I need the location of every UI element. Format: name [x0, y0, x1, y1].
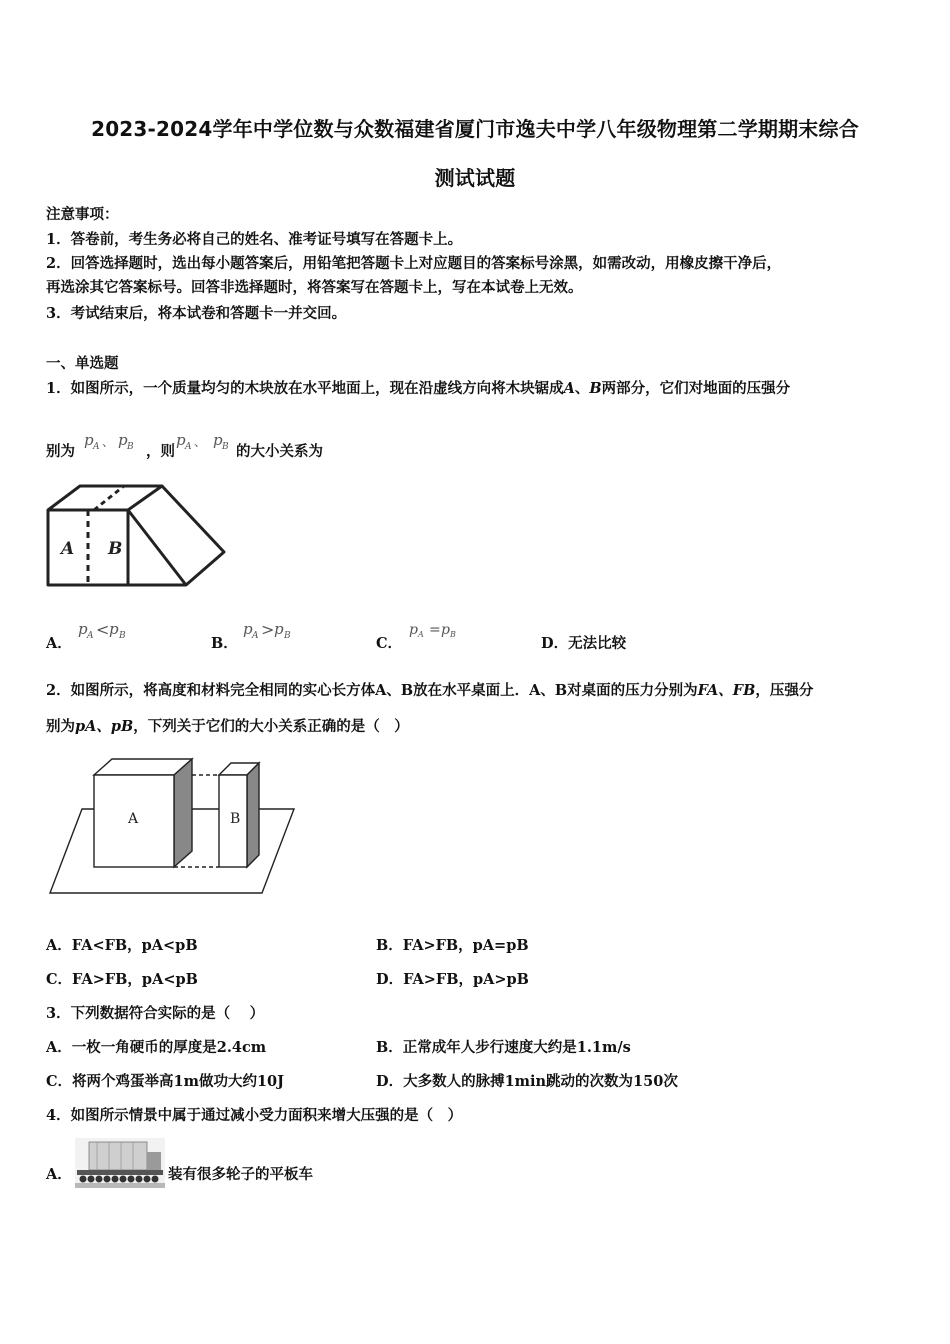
q1-sep: 、 — [574, 380, 590, 397]
svg-text:A: A — [418, 630, 424, 639]
svg-text:>: > — [261, 620, 275, 639]
q4-stem: 4．如图所示情景中属于通过减小受力面积来增大压强的是（ ） — [46, 1107, 463, 1124]
q2-stem-text: 2．如图所示，将高度和材料完全相同的实心长方体A、B放在水平桌面上．A、B对桌面的压力分别为 — [46, 682, 698, 699]
q1-stem-text-end: 两部分，它们对地面的压强分 — [601, 380, 791, 397]
svg-text:p: p — [213, 431, 223, 449]
q2-fig-label-a: A — [128, 811, 139, 827]
q1-option-c-label: C． — [376, 635, 403, 652]
svg-text:p: p — [243, 620, 253, 638]
q1-letter-b: B — [589, 380, 602, 397]
svg-text:p: p — [109, 620, 119, 638]
q1-option-d: D．无法比较 — [541, 635, 627, 652]
flatbed-truck-image — [75, 1138, 165, 1188]
svg-text:B: B — [119, 631, 126, 641]
block-top-face — [48, 486, 162, 510]
truck-cab — [147, 1152, 161, 1170]
q1-option-a-math — [76, 619, 138, 643]
q2-option-c: C．FA>FB，pA<pB — [46, 971, 198, 988]
q2-stem-text2: 别为 — [46, 718, 75, 735]
fig-label-b: B — [108, 539, 123, 559]
q2-blocks-figure — [46, 757, 296, 897]
svg-text:、: 、 — [102, 435, 115, 449]
truck-bed — [77, 1170, 163, 1175]
q4-option-a-text: 装有很多轮子的平板车 — [168, 1166, 313, 1183]
q2-stem-line2 — [46, 715, 409, 736]
notice-item-3: 3．考试结束后，将本试卷和答题卡一并交回。 — [46, 305, 347, 322]
q1-option-b-math — [241, 619, 303, 643]
q1-option-a-label: A． — [46, 635, 72, 652]
svg-text:A: A — [93, 442, 100, 452]
section-heading: 一、单选题 — [46, 355, 119, 372]
q3-option-c: C．将两个鸡蛋举高1m做功大约10J — [46, 1073, 285, 1090]
block-a-side — [174, 759, 192, 867]
page-title-line2: 测试试题 — [434, 166, 516, 190]
q1-option-b-label: B． — [211, 635, 238, 652]
q2-option-b: B．FA>FB，pA=pB — [376, 937, 529, 954]
q2-stem-end: ，压强分 — [755, 682, 814, 699]
block-b-side — [247, 763, 259, 867]
svg-text:p: p — [84, 431, 94, 449]
q1-stem-text2: 别为 — [46, 443, 75, 460]
q1-math-pa-pb — [82, 430, 144, 454]
q1-option-c-math — [407, 619, 469, 643]
q1-stem-line1 — [46, 377, 790, 398]
truck-cargo — [89, 1142, 147, 1170]
svg-text:A: A — [185, 442, 192, 452]
svg-text:p: p — [441, 622, 450, 638]
notice-item-1: 1．答卷前，考生务必将自己的姓名、准考证号填写在答题卡上。 — [46, 231, 463, 248]
svg-text:B: B — [127, 442, 134, 452]
notice-item-2-cont: 再选涂其它答案标号。回答非选择题时，将答案写在答题卡上，写在本试卷上无效。 — [46, 279, 583, 296]
q2-stem-text3: ，下列关于它们的大小关系正确的是（ ） — [133, 718, 409, 735]
svg-text:A: A — [87, 631, 94, 641]
q1-stem-line2 — [46, 440, 75, 461]
svg-text:p: p — [118, 431, 128, 449]
q3-option-a: A．一枚一角硬币的厚度是2.4cm — [46, 1039, 267, 1056]
q1-math-pa-pb-2 — [174, 430, 236, 454]
q2-option-d: D．FA>FB，pA>pB — [376, 971, 529, 988]
q2-fig-label-b: B — [230, 811, 241, 827]
q2-force-vars: FA、FB — [697, 682, 756, 699]
q3-option-d: D．大多数人的脉搏1min跳动的次数为150次 — [376, 1073, 678, 1090]
svg-text:、: 、 — [194, 435, 207, 449]
q2-option-a: A．FA<FB，pA<pB — [46, 937, 198, 954]
notice-heading: 注意事项： — [46, 206, 119, 223]
q1-stem-text: 1．如图所示，一个质量均匀的木块放在水平地面上，现在沿虚线方向将木块锯成 — [46, 380, 564, 397]
cut-line-top — [94, 486, 124, 510]
svg-text:A: A — [252, 631, 259, 641]
svg-text:B: B — [284, 631, 291, 641]
q1-wood-block-figure — [44, 482, 230, 590]
svg-text:p: p — [78, 620, 88, 638]
notice-item-2: 2．回答选择题时，选出每小题答案后，用铅笔把答题卡上对应题目的答案标号涂黑，如需改动，用橡皮擦干净后， — [46, 255, 782, 272]
fig-label-a: A — [61, 539, 75, 559]
q2-pressure-vars: pA、pB — [75, 718, 134, 735]
svg-text:p: p — [274, 620, 284, 638]
q1-stem-text4: 的大小关系为 — [236, 443, 323, 460]
q1-stem-text3: ，则 — [146, 443, 175, 460]
q3-option-b: B．正常成年人步行速度大约是1.1m/s — [376, 1039, 631, 1056]
q4-option-a-label: A． — [46, 1166, 72, 1183]
q3-stem: 3．下列数据符合实际的是（ ） — [46, 1005, 265, 1022]
svg-text:p: p — [176, 431, 186, 449]
svg-text:B: B — [222, 442, 229, 452]
q1-letter-a: A — [563, 380, 575, 397]
svg-text:B: B — [450, 630, 456, 639]
svg-text:<: < — [96, 620, 110, 639]
page-title: 2023-2024学年中学位数与众数福建省厦门市逸夫中学八年级物理第二学期期末综合 — [91, 117, 859, 141]
q2-stem-line1 — [46, 679, 813, 700]
svg-text:p: p — [409, 622, 418, 638]
svg-text:=: = — [429, 622, 441, 638]
